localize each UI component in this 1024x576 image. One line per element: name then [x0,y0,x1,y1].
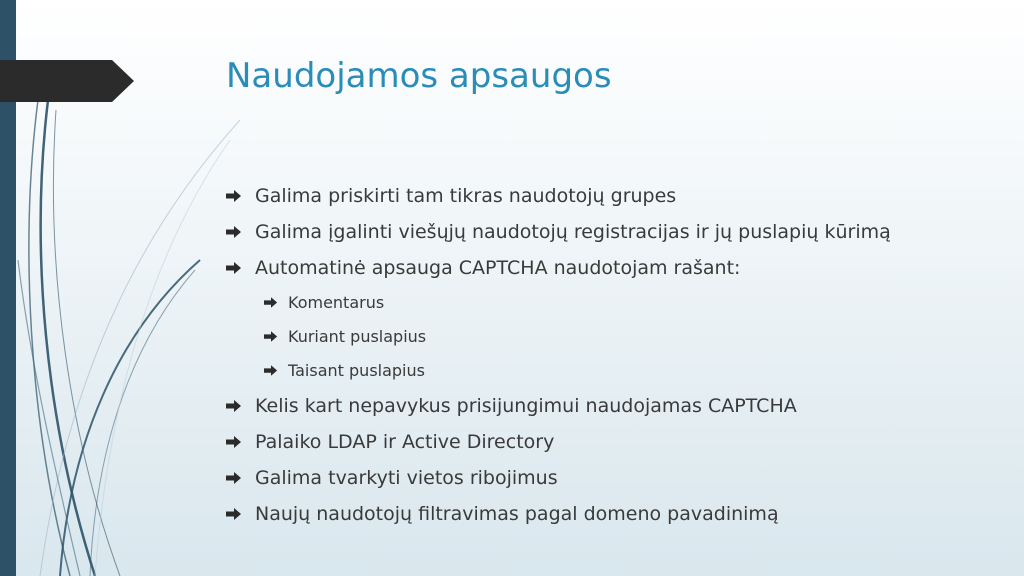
arrow-right-bullet-icon [226,190,242,202]
arrow-right-bullet-icon [226,472,242,484]
sub-bullet-item [226,286,1006,320]
arrow-right-bullet-icon [226,262,242,274]
bullet-list [226,178,1006,532]
bullet-item [226,496,1006,532]
bullet-item [226,250,1006,286]
sub-bullet-item [226,320,1006,354]
bullet-text: Galima priskirti tam tikras naudotojų grupes [255,185,677,207]
bullet-item [226,214,1006,250]
sub-bullet-text: Kuriant puslapius [288,327,427,346]
arrow-right-bullet-icon [226,436,242,448]
bullet-item [226,424,1006,460]
sub-bullet-text: Komentarus [288,293,385,312]
bullet-text: Kelis kart nepavykus prisijungimui naudojamas CAPTCHA [255,395,797,417]
bullet-text: Galima tvarkyti vietos ribojimus [255,467,558,489]
arrow-right-bullet-icon [264,297,278,308]
sub-bullet-text: Taisant puslapius [288,361,425,380]
bullet-text: Automatinė apsauga CAPTCHA naudotojam rašant: [255,257,741,279]
arrow-right-bullet-icon [264,331,278,342]
bullet-item [226,178,1006,214]
arrow-right-bullet-icon [226,508,242,520]
sub-bullet-item [226,354,1006,388]
slide-title: Naudojamos apsaugos [226,56,612,96]
bullet-item [226,388,1006,424]
arrow-right-bullet-icon [264,365,278,376]
bullet-text: Galima įgalinti viešųjų naudotojų registracijas ir jų puslapių kūrimą [255,221,891,243]
arrow-right-bullet-icon [226,400,242,412]
bullet-item [226,460,1006,496]
arrow-right-bullet-icon [226,226,242,238]
bullet-text: Naujų naudotojų filtravimas pagal domeno pavadinimą [255,503,779,525]
bullet-text: Palaiko LDAP ir Active Directory [255,431,555,453]
title-arrow-shape [0,0,140,104]
